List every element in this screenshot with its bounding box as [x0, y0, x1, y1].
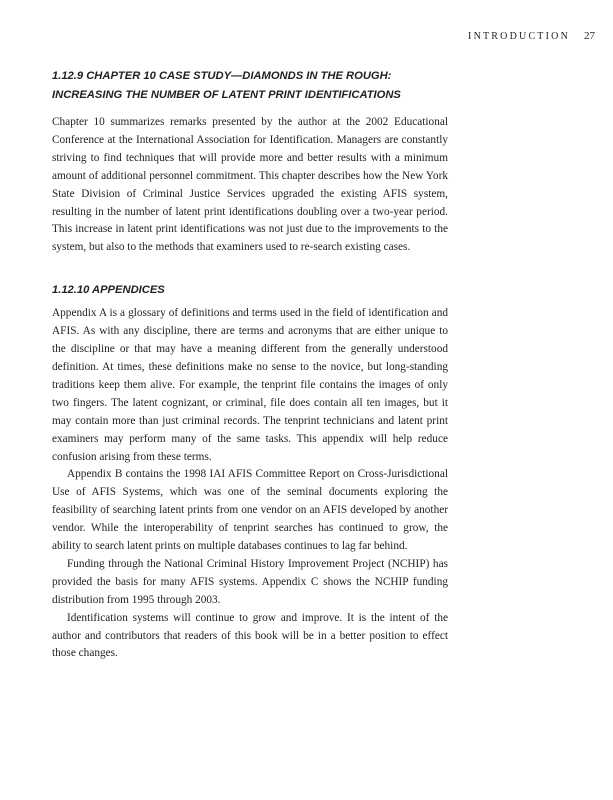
section-heading-line-2: INCREASING THE NUMBER OF LATENT PRINT IDENTIFICATIONS — [52, 89, 401, 101]
page-body — [52, 67, 448, 663]
section-heading-appendices: 1.12.10 APPENDICES — [52, 284, 165, 297]
running-head-title: INTRODUCTION — [468, 31, 570, 42]
chapter-10-paragraph: Chapter 10 summarizes remarks presented by the author at the 2002 Educational Conference at the International Association for Identification. Managers are constantly striving to find techniques that will provide more and better results with a minimum amount of additional personnel commitment. This chapter describes how the New York State Division of Criminal Justice Services upgraded the existing AFIS system, resulting in the number of latent print identifications doubling over a two-year period. This increase in latent print identifications was not just due to the improvements to the system, but also to the methods that examiners used to re-search existing cases. — [52, 116, 448, 254]
appendix-c-paragraph: Funding through the National Criminal History Improvement Project (NCHIP) has provided the basis for many AFIS systems. Appendix C shows the NCHIP funding distribution from 1995 through 2003. — [52, 557, 448, 606]
running-head — [468, 30, 595, 42]
closing-paragraph: Identification systems will continue to grow and improve. It is the intent of the author and contributors that readers of this book will be in a better position to effect those changes. — [52, 611, 448, 660]
section-heading-line-1: 1.12.9 CHAPTER 10 CASE STUDY—DIAMONDS IN THE ROUGH: — [52, 70, 392, 82]
appendix-b-paragraph: Appendix B contains the 1998 IAI AFIS Committee Report on Cross-Jurisdictional Use of AFIS Systems, which was one of the seminal documents exploring the feasibility of searching latent prints from one vendor on an AFIS developed by another vendor. While the interoperability of tenprint searches has continued to grow, the ability to search latent prints on multiple databases continues to lag far behind. — [52, 468, 448, 553]
page-number: 27 — [584, 30, 595, 42]
section-heading-chapter-10 — [52, 67, 448, 105]
appendix-a-paragraph: Appendix A is a glossary of definitions and terms used in the field of identification and AFIS. As with any discipline, there are terms and acronyms that are either unique to the discipline or that may have a meaning different from the generally understood definition. At times, these definitions make no sense to the novice, but long-standing traditions keep them alive. For example, the tenprint file contains the images of only two fingers. The latent cognizant, or criminal, file does contain all ten images, but it may contain more than just criminal records. The tenprint technicians and latent print examiners may perform many of the same tasks. This appendix will help reduce confusion arising from these terms. — [52, 307, 448, 463]
